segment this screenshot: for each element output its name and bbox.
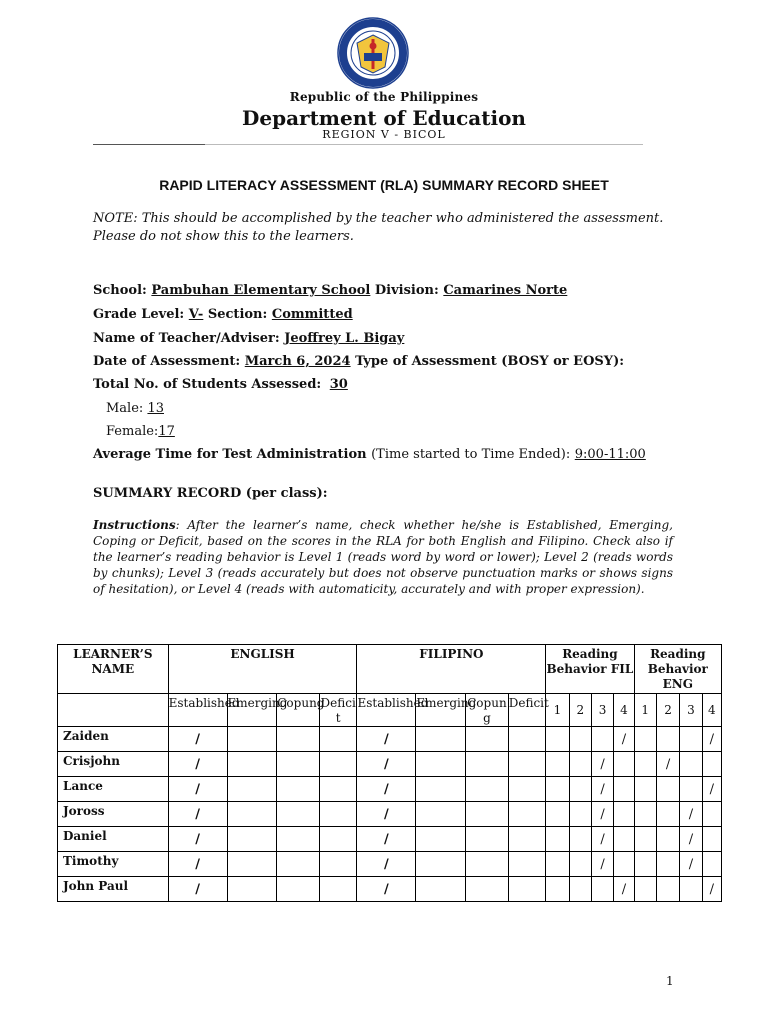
check-cell [277, 727, 320, 752]
grade-label: Grade Level: [93, 307, 185, 322]
subheader-empty [58, 694, 169, 727]
teacher-line [93, 331, 404, 346]
male-value: 13 [147, 401, 164, 416]
check-cell [277, 827, 320, 852]
check-cell [227, 727, 277, 752]
fil-level-2: 2 [569, 694, 591, 727]
check-cell [319, 802, 357, 827]
table-header-row [58, 645, 722, 694]
check-cell [634, 852, 656, 877]
check-cell [319, 752, 357, 777]
check-cell [634, 877, 656, 902]
check-cell: / [357, 827, 416, 852]
check-cell [656, 802, 679, 827]
teacher-value: Jeoffrey L. Bigay [284, 331, 405, 346]
type-label: Type of Assessment (BOSY or EOSY): [355, 354, 625, 369]
avg-time-label: Average Time for Test Administration [93, 447, 367, 462]
check-cell [227, 752, 277, 777]
check-cell [416, 852, 466, 877]
division-value: Camarines Norte [443, 283, 568, 298]
check-cell [546, 752, 569, 777]
region-heading: REGION V - BICOL [322, 128, 446, 141]
check-cell: / [357, 727, 416, 752]
check-cell: / [357, 802, 416, 827]
sub-fil-deficit: Deficit [508, 694, 546, 727]
check-cell [508, 802, 546, 827]
avg-time-paren: (Time started to Time Ended): [371, 447, 571, 462]
check-cell [466, 802, 509, 827]
division-label: Division: [374, 283, 439, 298]
avg-time-line [93, 447, 646, 462]
sub-fil-established: Established [357, 694, 416, 727]
check-cell [319, 877, 357, 902]
check-cell [680, 727, 702, 752]
check-cell [277, 877, 320, 902]
check-cell [466, 852, 509, 877]
learner-name: Crisjohn [58, 752, 169, 777]
check-cell [702, 752, 721, 777]
check-cell [227, 877, 277, 902]
section-label: Section: [207, 307, 268, 322]
check-cell: / [591, 802, 613, 827]
check-cell: / [614, 727, 634, 752]
check-cell [614, 802, 634, 827]
header-divider-light [205, 144, 643, 145]
check-cell: / [591, 752, 613, 777]
learner-name: Lance [58, 777, 169, 802]
check-cell [591, 877, 613, 902]
check-cell: / [168, 852, 227, 877]
total-label: Total No. of Students Assessed: [93, 377, 322, 392]
sub-eng-established: Established [168, 694, 227, 727]
check-cell [508, 777, 546, 802]
check-cell [277, 777, 320, 802]
check-cell [634, 727, 656, 752]
check-cell [416, 752, 466, 777]
sub-eng-coping: Copung [277, 694, 320, 727]
school-label: School: [93, 283, 147, 298]
female-value: 17 [158, 424, 175, 439]
date-line [93, 354, 624, 369]
teacher-label: Name of Teacher/Adviser: [93, 331, 280, 346]
check-cell [634, 802, 656, 827]
check-cell [614, 752, 634, 777]
check-cell [227, 852, 277, 877]
learner-name: Timothy [58, 852, 169, 877]
instructions-label: Instructions [93, 518, 176, 532]
check-cell: / [702, 727, 721, 752]
check-cell [569, 727, 591, 752]
check-cell: / [357, 852, 416, 877]
check-cell: / [591, 827, 613, 852]
check-cell [634, 777, 656, 802]
check-cell [277, 752, 320, 777]
table-row [58, 827, 722, 852]
check-cell [680, 752, 702, 777]
check-cell [508, 727, 546, 752]
check-cell [546, 852, 569, 877]
avg-time-value: 9:00-11:00 [574, 447, 646, 462]
check-cell [614, 777, 634, 802]
check-cell [591, 727, 613, 752]
eng-level-3: 3 [680, 694, 702, 727]
check-cell [466, 877, 509, 902]
check-cell [277, 802, 320, 827]
check-cell: / [680, 827, 702, 852]
check-cell: / [168, 777, 227, 802]
grade-value: V- [188, 307, 204, 322]
male-label: Male: [106, 401, 144, 416]
male-line [106, 401, 164, 416]
table-row [58, 852, 722, 877]
col-learner-name: LEARNER’S NAME [58, 645, 169, 694]
instructions-body: : After the learner’s name, check whether he/she is Established, Emerging, Coping or Deficit, based on the scores in the RLA for both English and Filipino. Check also if the learner’s reading behavior is Level 1 (reads word by word or lower); Level 2 (reads words by chunks); Level 3 (reads accurately but does not observe punctuation marks or shows signs of hesitation), or Level 4 (reads with automaticity, accurately and with proper expression). [93, 518, 673, 596]
check-cell [614, 852, 634, 877]
check-cell: / [702, 877, 721, 902]
table-row [58, 727, 722, 752]
check-cell: / [168, 727, 227, 752]
col-reading-behavior-fil: Reading Behavior FIL [546, 645, 634, 694]
header-divider-dark [93, 144, 205, 145]
check-cell [569, 777, 591, 802]
check-cell [466, 777, 509, 802]
grade-line [93, 307, 353, 322]
summary-table [57, 644, 722, 902]
check-cell [466, 727, 509, 752]
sub-fil-emerging: Emerging [416, 694, 466, 727]
check-cell [569, 852, 591, 877]
check-cell: / [168, 877, 227, 902]
check-cell [508, 752, 546, 777]
department-heading: Department of Education [242, 106, 526, 130]
eng-level-4: 4 [702, 694, 721, 727]
check-cell [656, 852, 679, 877]
check-cell [277, 852, 320, 877]
instructions-text [93, 517, 673, 597]
check-cell [656, 877, 679, 902]
check-cell [569, 802, 591, 827]
check-cell: / [614, 877, 634, 902]
col-english: ENGLISH [168, 645, 357, 694]
total-value: 30 [329, 377, 348, 392]
check-cell [227, 802, 277, 827]
check-cell [546, 827, 569, 852]
fil-level-1: 1 [546, 694, 569, 727]
female-line [106, 424, 175, 439]
table-body [58, 727, 722, 902]
check-cell: / [357, 752, 416, 777]
check-cell [416, 827, 466, 852]
check-cell [702, 827, 721, 852]
check-cell [319, 727, 357, 752]
check-cell [569, 752, 591, 777]
check-cell: / [656, 752, 679, 777]
check-cell [634, 827, 656, 852]
check-cell [614, 827, 634, 852]
total-line [93, 377, 348, 392]
check-cell [702, 852, 721, 877]
female-label: Female: [106, 424, 159, 439]
check-cell [634, 752, 656, 777]
check-cell: / [357, 877, 416, 902]
col-reading-behavior-eng: Reading Behavior ENG [634, 645, 721, 694]
eng-level-1: 1 [634, 694, 656, 727]
republic-heading: Republic of the Philippines [289, 90, 479, 104]
check-cell: / [680, 852, 702, 877]
check-cell: / [591, 852, 613, 877]
check-cell: / [168, 802, 227, 827]
learner-name: Zaiden [58, 727, 169, 752]
date-label: Date of Assessment: [93, 354, 241, 369]
page-title: RAPID LITERACY ASSESSMENT (RLA) SUMMARY RECORD SHEET [159, 177, 609, 193]
check-cell: / [357, 777, 416, 802]
table-row [58, 752, 722, 777]
check-cell [656, 777, 679, 802]
check-cell [546, 877, 569, 902]
check-cell [319, 777, 357, 802]
check-cell [466, 827, 509, 852]
learner-name: Joross [58, 802, 169, 827]
check-cell [546, 777, 569, 802]
check-cell [416, 877, 466, 902]
table-row [58, 777, 722, 802]
table-subheader-row [58, 694, 722, 727]
check-cell [466, 752, 509, 777]
note-text: NOTE: This should be accomplished by the teacher who administered the assessment. Please do not show this to the learners. [93, 211, 664, 244]
page-number: 1 [666, 974, 674, 988]
check-cell [416, 727, 466, 752]
section-value: Committed [271, 307, 353, 322]
check-cell [702, 802, 721, 827]
check-cell [546, 802, 569, 827]
col-filipino: FILIPINO [357, 645, 546, 694]
check-cell [680, 777, 702, 802]
sub-eng-deficit: Defici t [319, 694, 357, 727]
check-cell: / [168, 827, 227, 852]
sub-eng-emerging: Emerging [227, 694, 277, 727]
check-cell: / [168, 752, 227, 777]
check-cell: / [680, 802, 702, 827]
fil-level-4: 4 [614, 694, 634, 727]
sub-fil-coping: Copun g [466, 694, 509, 727]
check-cell [319, 852, 357, 877]
check-cell: / [702, 777, 721, 802]
check-cell [508, 877, 546, 902]
date-value: March 6, 2024 [244, 354, 351, 369]
deped-seal-logo [333, 17, 413, 89]
learner-name: Daniel [58, 827, 169, 852]
check-cell [227, 777, 277, 802]
check-cell [656, 827, 679, 852]
check-cell [569, 877, 591, 902]
check-cell [508, 827, 546, 852]
school-value: Pambuhan Elementary School [151, 283, 371, 298]
check-cell [546, 727, 569, 752]
check-cell [227, 827, 277, 852]
table-row [58, 877, 722, 902]
check-cell [319, 827, 357, 852]
check-cell [416, 802, 466, 827]
check-cell [680, 877, 702, 902]
learner-name: John Paul [58, 877, 169, 902]
summary-heading: SUMMARY RECORD (per class): [93, 486, 328, 501]
table-row [58, 802, 722, 827]
check-cell: / [591, 777, 613, 802]
fil-level-3: 3 [591, 694, 613, 727]
eng-level-2: 2 [656, 694, 679, 727]
check-cell [508, 852, 546, 877]
school-line [93, 283, 567, 298]
check-cell [416, 777, 466, 802]
check-cell [656, 727, 679, 752]
check-cell [569, 827, 591, 852]
